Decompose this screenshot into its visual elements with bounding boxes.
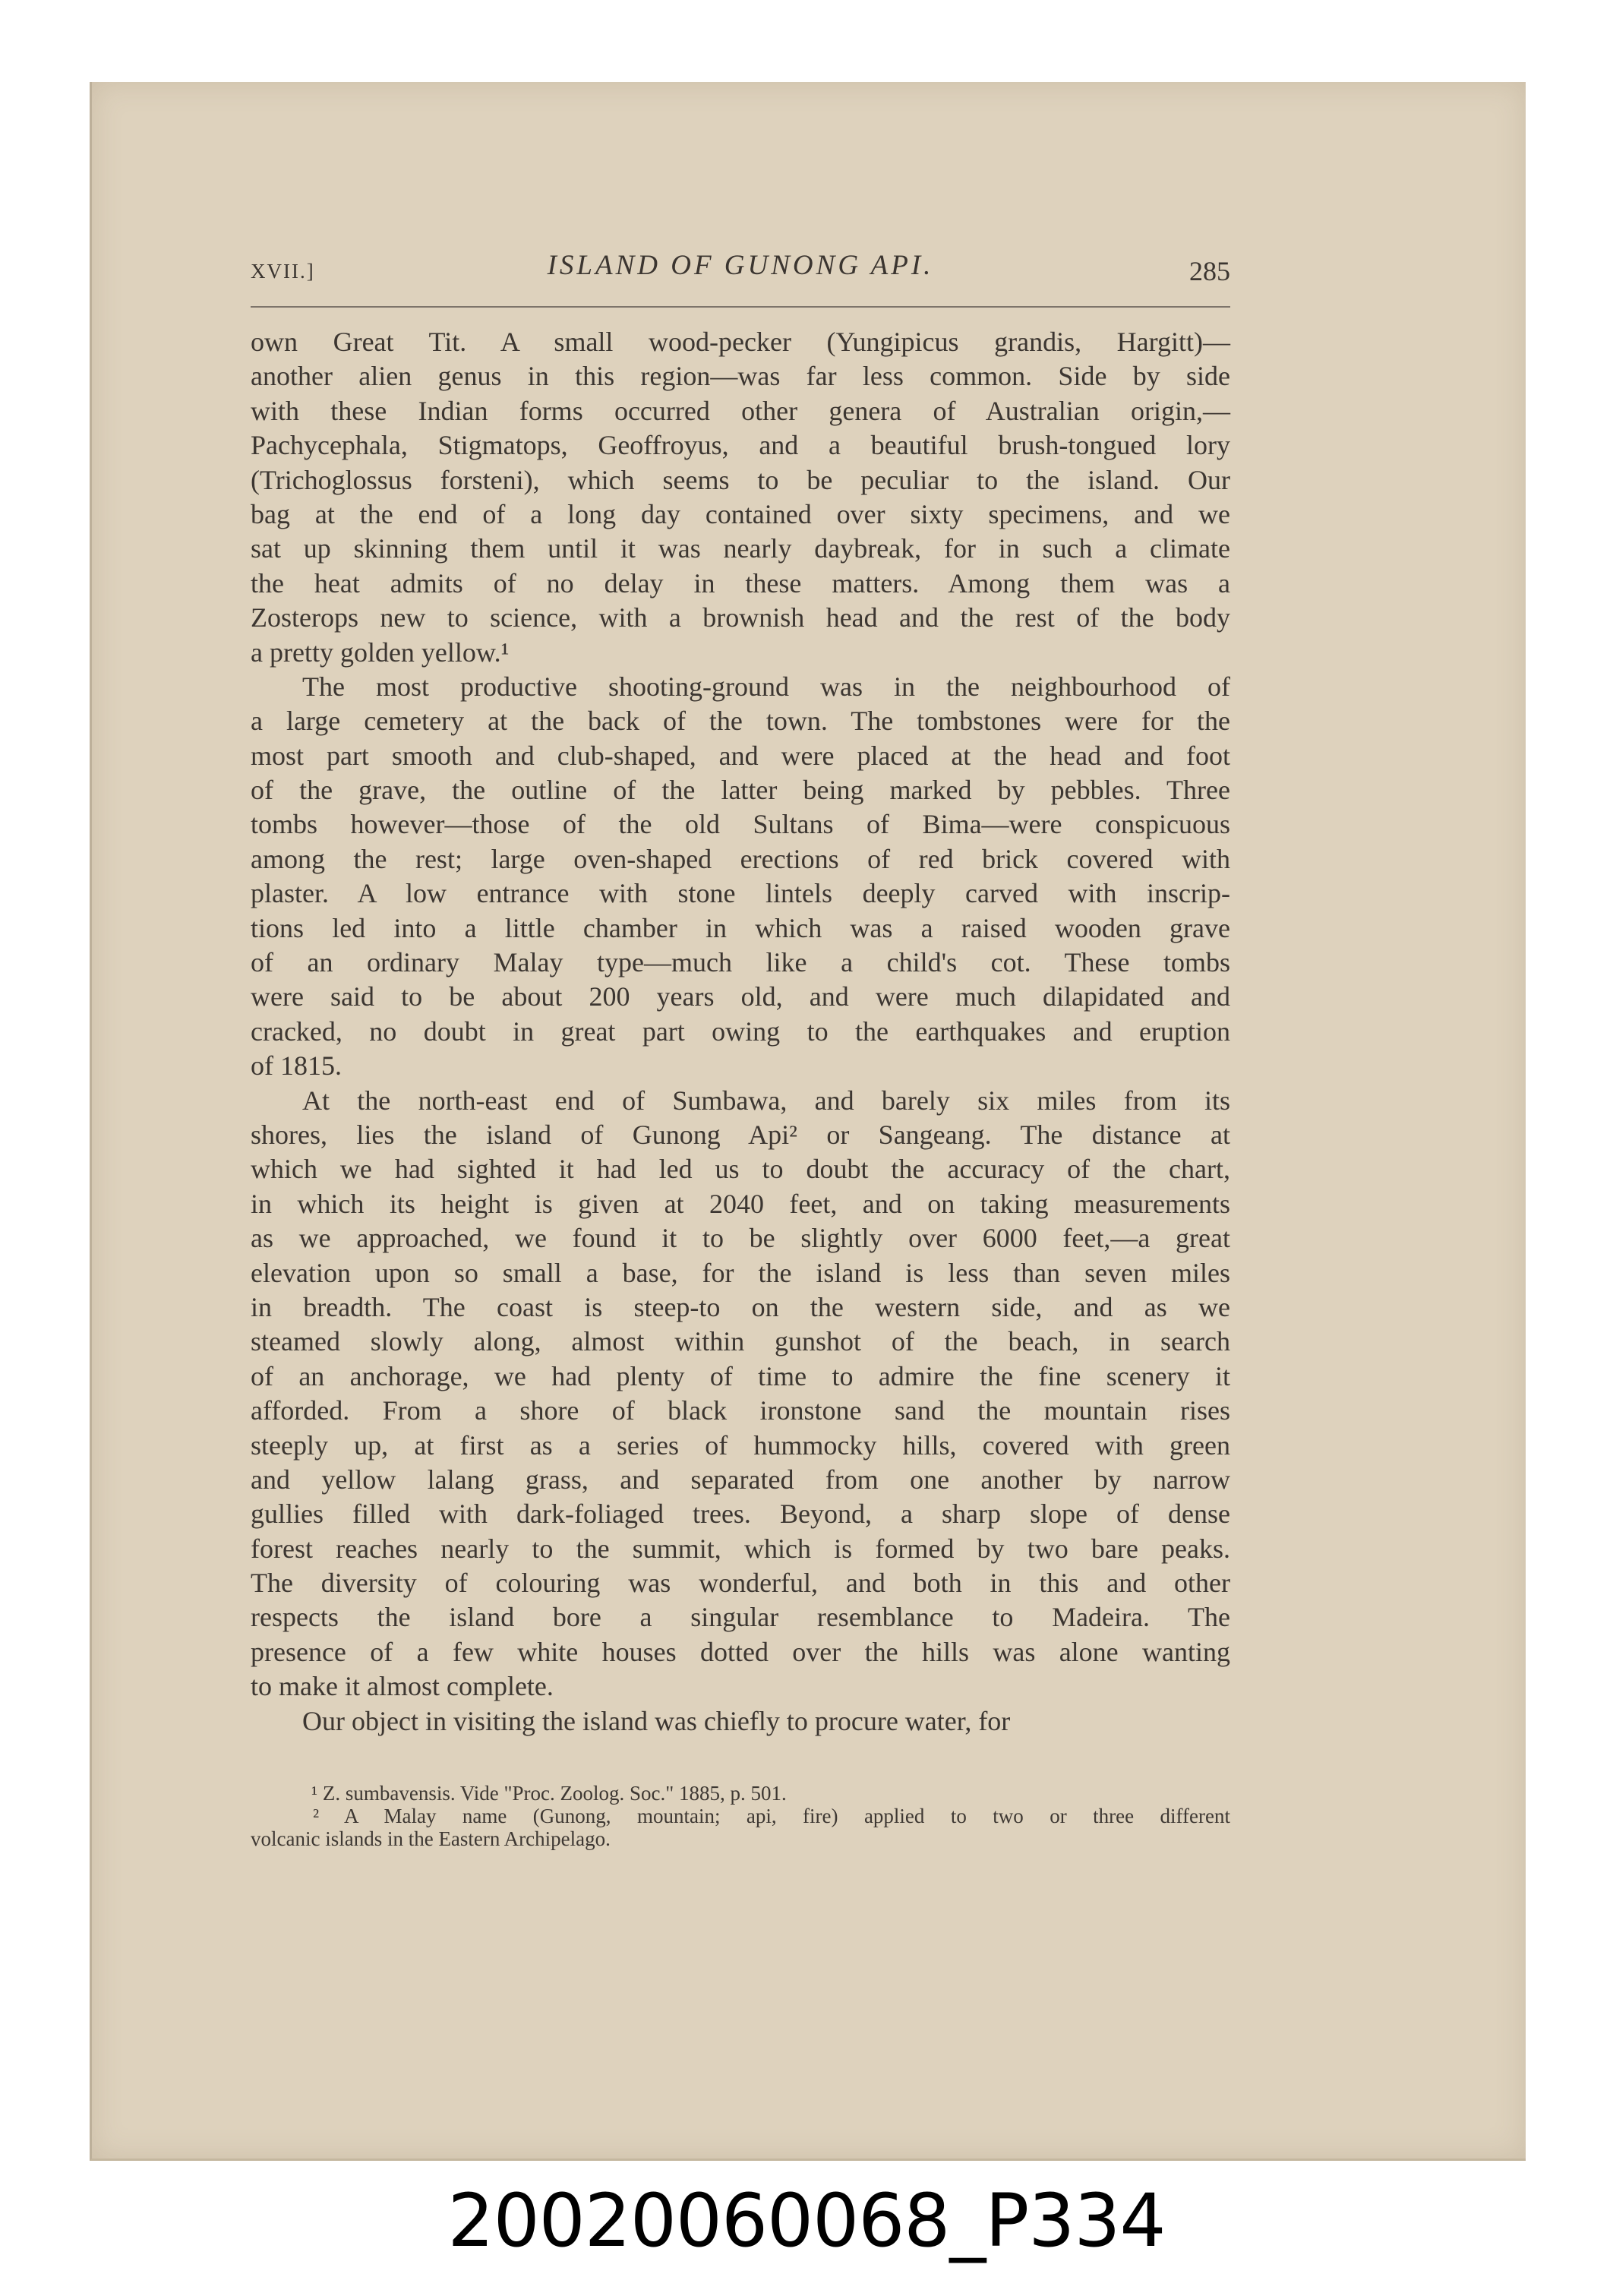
text-line: Pachycephala, Stigmatops, Geoffroyus, and a beautiful brush-tongued lory — [251, 430, 1230, 461]
chapter-number: XVII.] — [251, 260, 315, 283]
header-rule — [251, 306, 1230, 308]
body-text — [251, 325, 1230, 1739]
text-line: The diversity of colouring was wonderful, and both in this and other — [251, 1568, 1230, 1599]
text-line: afforded. From a shore of black ironstone sand the mountain rises — [251, 1395, 1230, 1426]
text-line: gullies filled with dark-foliaged trees. Beyond, a sharp slope of dense — [251, 1499, 1230, 1530]
text-line: in breadth. The coast is steep-to on the western side, and as we — [251, 1291, 1230, 1322]
text-line: the heat admits of no delay in these matters. Among them was a — [251, 567, 1230, 598]
text-line: another alien genus in this region—was far less common. Side by side — [251, 361, 1230, 392]
footnotes — [251, 1782, 1230, 1850]
footnote-line: ¹ Z. sumbavensis. Vide "Proc. Zoolog. Soc." 1885, p. 501. — [311, 1782, 787, 1805]
text-line: steamed slowly along, almost within gunshot of the beach, in search — [251, 1326, 1230, 1357]
running-title: ISLAND OF GUNONG API. — [547, 250, 934, 281]
text-line: own Great Tit. A small wood-pecker (Yungipicus grandis, Hargitt)— — [251, 327, 1230, 357]
text-line: presence of a few white houses dotted over the hills was alone wanting — [251, 1636, 1230, 1667]
text-line: plaster. A low entrance with stone lintels deeply carved with inscrip- — [251, 878, 1230, 909]
text-line: and yellow lalang grass, and separated from one another by narrow — [251, 1464, 1230, 1495]
text-line: which we had sighted it had led us to doubt the accuracy of the chart, — [251, 1154, 1230, 1185]
text-line: to make it almost complete. — [251, 1671, 554, 1702]
text-line: (Trichoglossus forsteni), which seems to be peculiar to the island. Our — [251, 464, 1230, 495]
text-line: steeply up, at first as a series of hummocky hills, covered with green — [251, 1429, 1230, 1461]
text-line: as we approached, we found it to be slightly over 6000 feet,—a great — [251, 1223, 1230, 1254]
text-line: sat up skinning them until it was nearly daybreak, for in such a climate — [251, 533, 1230, 564]
text-line: of the grave, the outline of the latter being marked by pebbles. Three — [251, 775, 1230, 806]
text-line: tombs however—those of the old Sultans of Bima—were conspicuous — [251, 809, 1230, 840]
text-line: forest reaches nearly to the summit, which is formed by two bare peaks. — [251, 1533, 1230, 1564]
text-line: elevation upon so small a base, for the island is less than seven miles — [251, 1257, 1230, 1288]
text-line: a large cemetery at the back of the town. The tombstones were for the — [251, 706, 1230, 737]
page-number: 285 — [1189, 256, 1230, 286]
text-line: Our object in visiting the island was chiefly to procure water, for — [302, 1705, 1011, 1736]
text-line: with these Indian forms occurred other genera of Australian origin,— — [251, 395, 1230, 426]
text-line: among the rest; large oven-shaped erections of red brick covered with — [251, 843, 1230, 874]
footnote-line: volcanic islands in the Eastern Archipelago. — [251, 1827, 611, 1850]
text-line: of an anchorage, we had plenty of time to admire the fine scenery it — [251, 1360, 1230, 1391]
text-line: were said to be about 200 years old, and were much dilapidated and — [251, 981, 1230, 1012]
text-line: most part smooth and club-shaped, and were placed at the head and foot — [251, 740, 1230, 771]
text-line: bag at the end of a long day contained over sixty specimens, and we — [251, 498, 1230, 529]
text-line: respects the island bore a singular resemblance to Madeira. The — [251, 1602, 1230, 1633]
text-line: Zosterops new to science, with a brownish head and the rest of the body — [251, 602, 1230, 633]
text-line: a pretty golden yellow.¹ — [251, 636, 510, 668]
text-line: At the north-east end of Sumbawa, and barely six miles from its — [302, 1085, 1230, 1116]
text-line: of an ordinary Malay type—much like a child's cot. These tombs — [251, 947, 1230, 978]
text-line: shores, lies the island of Gunong Api² or Sangeang. The distance at — [251, 1119, 1230, 1150]
footnote-line: ² A Malay name (Gunong, mountain; api, fire) applied to two or three different — [313, 1805, 1230, 1827]
text-line: cracked, no doubt in great part owing to the earthquakes and eruption — [251, 1015, 1230, 1047]
text-line: tions led into a little chamber in which was a raised wooden grave — [251, 912, 1230, 943]
text-line: The most productive shooting-ground was in the neighbourhood of — [302, 671, 1230, 702]
text-line: in which its height is given at 2040 feet, and on taking measurements — [251, 1188, 1230, 1219]
image-caption: 20020060068_P334 — [447, 2178, 1166, 2263]
running-header — [251, 249, 1230, 295]
text-line: of 1815. — [251, 1050, 342, 1082]
